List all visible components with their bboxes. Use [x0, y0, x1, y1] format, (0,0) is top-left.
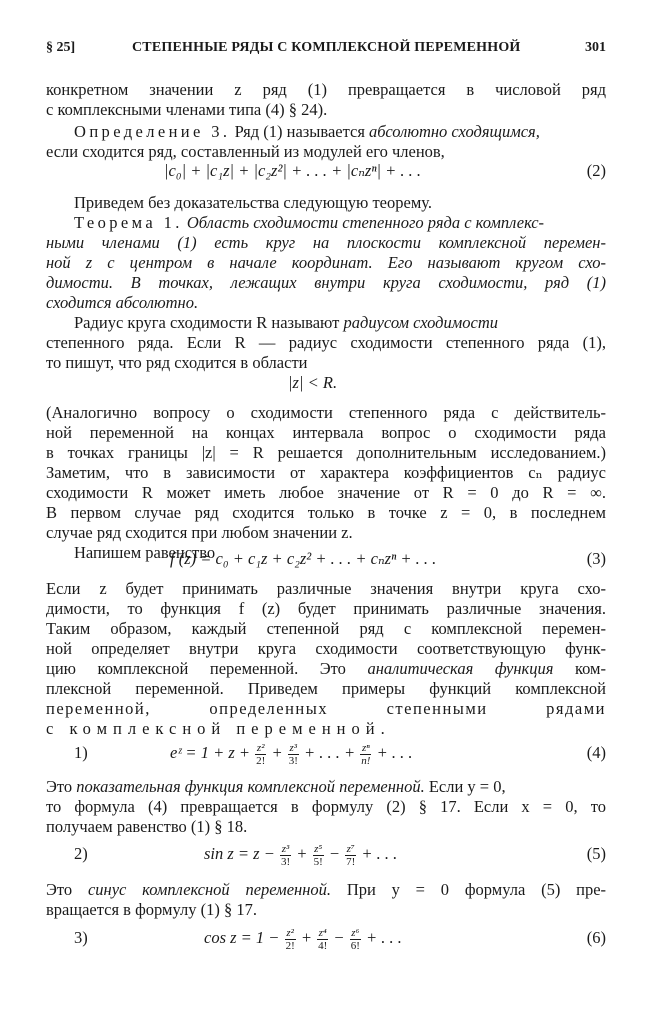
paragraph-line: ной переменной на концах интервала вопрос о сходимости ряда	[46, 423, 606, 442]
fraction: $\frac{\text{z⁴}}{4!}$	[318, 926, 328, 952]
equation-number: (2)	[586, 161, 606, 180]
equation-number: (4)	[586, 743, 606, 762]
paragraph-line: с комплексными членами типа (4) § 24).	[46, 100, 328, 119]
equation-number: (5)	[586, 844, 606, 863]
paragraph-line: Напишем равенство	[74, 543, 216, 562]
paragraph-line: Это синус комплексной переменной. При y = 0 формула (5) пре-	[46, 880, 607, 899]
defined-term: синус комплексной переменной.	[87, 880, 332, 899]
paragraph-line: цию комплексной переменной. Это аналитическая функция ком-	[46, 659, 606, 678]
example-label: 2)	[74, 844, 88, 863]
paragraph-line: если сходится ряд, составленный из модулей его членов,	[46, 142, 445, 161]
paragraph-line: димости, то функция f (z) будет принимать различные значения.	[46, 599, 606, 618]
paragraph-line: вращается в формулу (1) § 17.	[46, 900, 257, 919]
theorem-line: ной z с центром в начале координат. Его называют кругом схо-	[46, 253, 606, 272]
equation-6: cos z = 1 − $\frac{\text{z²}}{2!}$ + $\frac{\text{z⁴}}{4!}$ − $\frac{\text{z⁶}}{6!}$ + . . .	[204, 926, 402, 952]
defined-term: радиусом сходимости	[343, 313, 499, 332]
page-number: 301	[585, 40, 606, 55]
paragraph-line: переменной, определенных степенными рядами	[46, 699, 606, 718]
fraction: $\frac{\text{z⁵}}{5!}$	[313, 842, 323, 868]
paragraph-line: то формула (4) превращается в формулу (2) § 17. Если x = 0, то	[46, 797, 606, 816]
equation-number: (6)	[586, 928, 606, 947]
equation-4: eᶻ = 1 + z + $\frac{\text{z²}}{2!}$ + $\frac{\text{z³}}{3!}$ + . . . + $\frac{\text{zⁿ}}{n!}$ + . . .	[170, 741, 413, 767]
paragraph-line: случае ряд сходится при любом значении z.	[46, 523, 353, 542]
fraction: $\frac{\text{z³}}{3!}$	[288, 741, 298, 767]
paragraph-line: Если z будет принимать различные значения внутри круга схо-	[46, 579, 606, 598]
example-label: 3)	[74, 928, 88, 947]
fraction: $\frac{\text{zⁿ}}{n!}$	[361, 741, 371, 767]
paragraph-line: Таким образом, каждый степенной ряд с комплексной перемен-	[46, 619, 606, 638]
definition-line: Определение 3. Ряд (1) называется абсолютно сходящимся,	[74, 122, 540, 141]
paragraph-line: Приведем без доказательства следующую теорему.	[74, 193, 432, 212]
defined-term: показательная функция комплексной переменной.	[76, 777, 425, 796]
fraction: $\frac{\text{z²}}{2!}$	[256, 741, 266, 767]
paragraph-line: получаем равенство (1) § 18.	[46, 817, 248, 836]
equation-2: |c₀| + |c₁z| + |c₂z²| + . . . + |cₙzⁿ| + . . .	[164, 161, 422, 180]
equation-5: sin z = z − $\frac{\text{z³}}{3!}$ + $\frac{\text{z⁵}}{5!}$ − $\frac{\text{z⁷}}{7!}$ + . . .	[204, 842, 398, 868]
theorem-heading: Теорема 1.	[74, 213, 183, 232]
defined-term: абсолютно сходящимся,	[369, 122, 540, 141]
fraction: $\frac{\text{z²}}{2!}$	[285, 926, 295, 952]
paragraph-line: В первом случае ряд сходится только в точке z = 0, в последнем	[46, 503, 606, 522]
defined-term: аналитическая функция	[367, 659, 554, 678]
paragraph-line: Радиус круга сходимости R называют радиусом сходимости	[74, 313, 499, 332]
region-inequality: |z| < R.	[288, 373, 338, 392]
paragraph-line: то пишут, что ряд сходится в области	[46, 353, 308, 372]
paragraph-line: Заметим, что в зависимости от характера коэффициентов cₙ радиус	[46, 463, 606, 482]
theorem-line: сходится абсолютно.	[46, 293, 199, 312]
paragraph-line: плексной переменной. Приведем примеры функций комплексной	[46, 679, 606, 698]
paragraph-line: сходимости R может иметь любое значение от R = 0 до R = ∞.	[46, 483, 606, 502]
theorem-line: ными членами (1) есть круг на плоскости комплексной перемен-	[46, 233, 606, 252]
header-title: СТЕПЕННЫЕ РЯДЫ С КОМПЛЕКСНОЙ ПЕРЕМЕННОЙ	[132, 40, 521, 55]
fraction: $\frac{\text{z³}}{3!}$	[281, 842, 291, 868]
fraction: $\frac{\text{z⁷}}{7!}$	[346, 842, 356, 868]
equation-3: f (z) = c₀ + c₁z + c₂z² + . . . + cₙzⁿ + . . .	[170, 549, 437, 568]
paragraph-line: с комплексной переменной.	[46, 719, 391, 738]
paragraph-line: степенного ряда. Если R — радиус сходимости степенного ряда (1),	[46, 333, 606, 352]
definition-heading: Определение 3.	[74, 122, 231, 141]
paragraph-line: конкретном значении z ряд (1) превращается в числовой ряд	[46, 80, 606, 99]
paragraph-line: в точках границы |z| = R решается дополнительным исследованием.)	[46, 443, 606, 462]
equation-number: (3)	[586, 549, 606, 568]
paragraph-line: Это показательная функция комплексной переменной. Если y = 0,	[46, 777, 506, 796]
header-section: § 25]	[46, 40, 76, 55]
theorem-line: димости. В точках, лежащих внутри круга сходимости, ряд (1)	[46, 273, 606, 292]
theorem-line: Теорема 1. Область сходимости степенного ряда с комплекс-	[74, 213, 545, 232]
paragraph-line: (Аналогично вопросу о сходимости степенного ряда с действитель-	[46, 403, 606, 422]
example-label: 1)	[74, 743, 88, 762]
fraction: $\frac{\text{z⁶}}{6!}$	[350, 926, 360, 952]
paragraph-line: ной определяет внутри круга сходимости соответствующую функ-	[46, 639, 606, 658]
